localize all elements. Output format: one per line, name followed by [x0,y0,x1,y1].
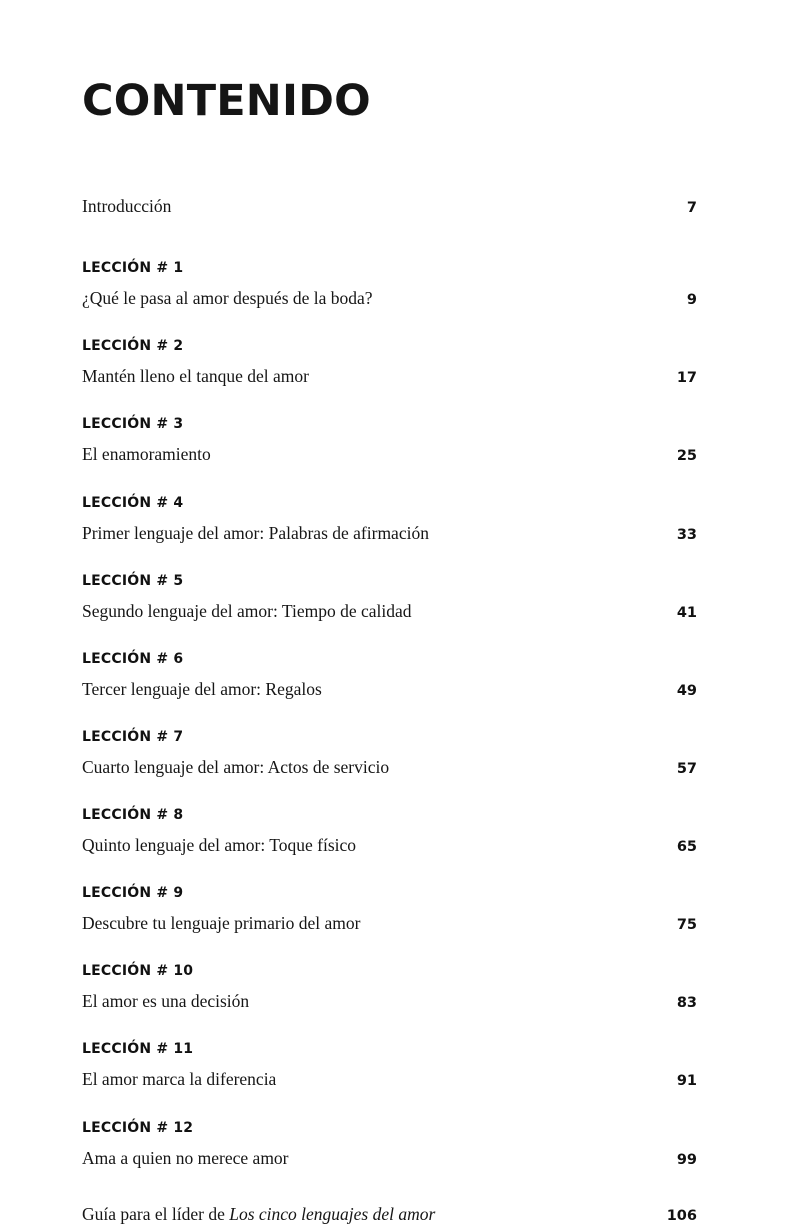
toc-lesson-block [82,651,697,729]
toc-lesson-block [82,1041,697,1119]
spacer [82,823,697,835]
toc-lesson-block [82,1120,697,1168]
toc-lesson-block [82,260,697,338]
spacer [82,855,697,885]
toc-entry-title: ¿Qué le pasa al amor después de la boda? [82,288,373,309]
toc-lesson-label: LECCIÓN # 1 [82,260,184,277]
toc-entry-page-number: 49 [676,682,697,699]
toc-entry-title: Primer lenguaje del amor: Palabras de afirmación [82,522,429,543]
page-title: CONTENIDO [82,76,371,126]
spacer [82,543,697,573]
toc-entry-lesson[interactable] [82,366,697,386]
toc-entry-page-number: 99 [676,1151,697,1168]
spacer [82,901,697,913]
toc-entry-title: Quinto lenguaje del amor: Toque físico [82,835,357,855]
spacer [82,1168,697,1204]
toc-entry-page-number: 41 [676,604,697,621]
toc-entry-lesson[interactable] [82,288,697,308]
table-of-contents [82,196,697,1224]
toc-entry-page-number: 9 [686,292,697,309]
toc-lesson-block [82,885,697,963]
spacer [82,1057,697,1069]
spacer [82,432,697,444]
toc-entry-title [82,1204,435,1224]
toc-entry-title: El enamoramiento [82,444,211,465]
spacer [82,354,697,366]
toc-entry-title: Mantén lleno el tanque del amor [82,366,309,387]
spacer [82,1011,697,1041]
toc-entry-page-number: 57 [676,760,697,777]
toc-entry-page-number: 25 [676,448,697,465]
spacer [82,1136,697,1148]
toc-entry-lesson[interactable] [82,601,697,621]
toc-entry-lesson[interactable] [82,835,697,855]
toc-entry-page-number: 7 [686,200,697,216]
toc-lesson-label: LECCIÓN # 11 [82,1041,194,1058]
toc-entry-lesson[interactable] [82,991,697,1011]
toc-lesson-block [82,495,697,573]
toc-lesson-label: LECCIÓN # 8 [82,807,184,823]
toc-entry-page-number: 33 [676,526,697,543]
toc-entry-title: Introducción [82,196,172,216]
spacer [82,667,697,679]
spacer [82,621,697,651]
toc-entry-lesson[interactable] [82,523,697,543]
toc-entry-page-number: 83 [676,995,697,1012]
guide-title-prefix: Guía para el líder de [82,1203,230,1224]
toc-entry-title: Segundo lenguaje del amor: Tiempo de calidad [82,600,412,621]
toc-entry-lesson[interactable] [82,757,697,777]
toc-entry-page-number: 75 [676,917,697,934]
toc-lesson-list [82,260,697,1168]
toc-lesson-label: LECCIÓN # 5 [82,572,184,589]
spacer [82,979,697,991]
toc-entry-introduccion[interactable] [82,196,697,216]
toc-lesson-label: LECCIÓN # 4 [82,494,184,511]
toc-lesson-block [82,963,697,1041]
spacer [82,933,697,963]
spacer [82,1090,697,1120]
spacer [82,216,697,260]
toc-entry-page-number: 17 [676,370,697,387]
toc-entry-title: Descubre tu lenguaje primario del amor [82,913,361,934]
spacer [82,465,697,495]
guide-book-title: Los cinco lenguajes del amor [229,1203,436,1224]
toc-entry-page-number: 91 [676,1073,697,1090]
toc-lesson-label: LECCIÓN # 9 [82,885,184,902]
spacer [82,777,697,807]
spacer [82,308,697,338]
toc-lesson-label: LECCIÓN # 7 [82,728,184,745]
spacer [82,745,697,757]
toc-entry-page-number: 106 [666,1207,697,1224]
spacer [82,386,697,416]
toc-lesson-label: LECCIÓN # 10 [82,963,194,980]
toc-lesson-label: LECCIÓN # 6 [82,650,184,667]
toc-entry-page-number: 65 [676,839,697,855]
spacer [82,511,697,523]
toc-lesson-label: LECCIÓN # 12 [82,1119,194,1136]
toc-lesson-label: LECCIÓN # 3 [82,416,184,433]
spacer [82,589,697,601]
toc-entry-lesson[interactable] [82,444,697,464]
toc-entry-lesson[interactable] [82,1069,697,1089]
toc-entry-title: Tercer lenguaje del amor: Regalos [82,678,322,699]
toc-lesson-block [82,807,697,885]
toc-lesson-block [82,573,697,651]
toc-entry-lesson[interactable] [82,913,697,933]
toc-lesson-block [82,416,697,494]
toc-lesson-block [82,729,697,807]
toc-entry-lesson[interactable] [82,679,697,699]
toc-entry-guia-lider[interactable] [82,1204,697,1224]
spacer [82,699,697,729]
toc-entry-title: El amor marca la diferencia [82,1069,277,1090]
toc-entry-title: El amor es una decisión [82,991,250,1012]
toc-entry-title: Ama a quien no merece amor [82,1147,289,1168]
toc-entry-title: Cuarto lenguaje del amor: Actos de servicio [82,756,390,777]
toc-lesson-block [82,338,697,416]
spacer [82,276,697,288]
toc-lesson-label: LECCIÓN # 2 [82,338,184,355]
